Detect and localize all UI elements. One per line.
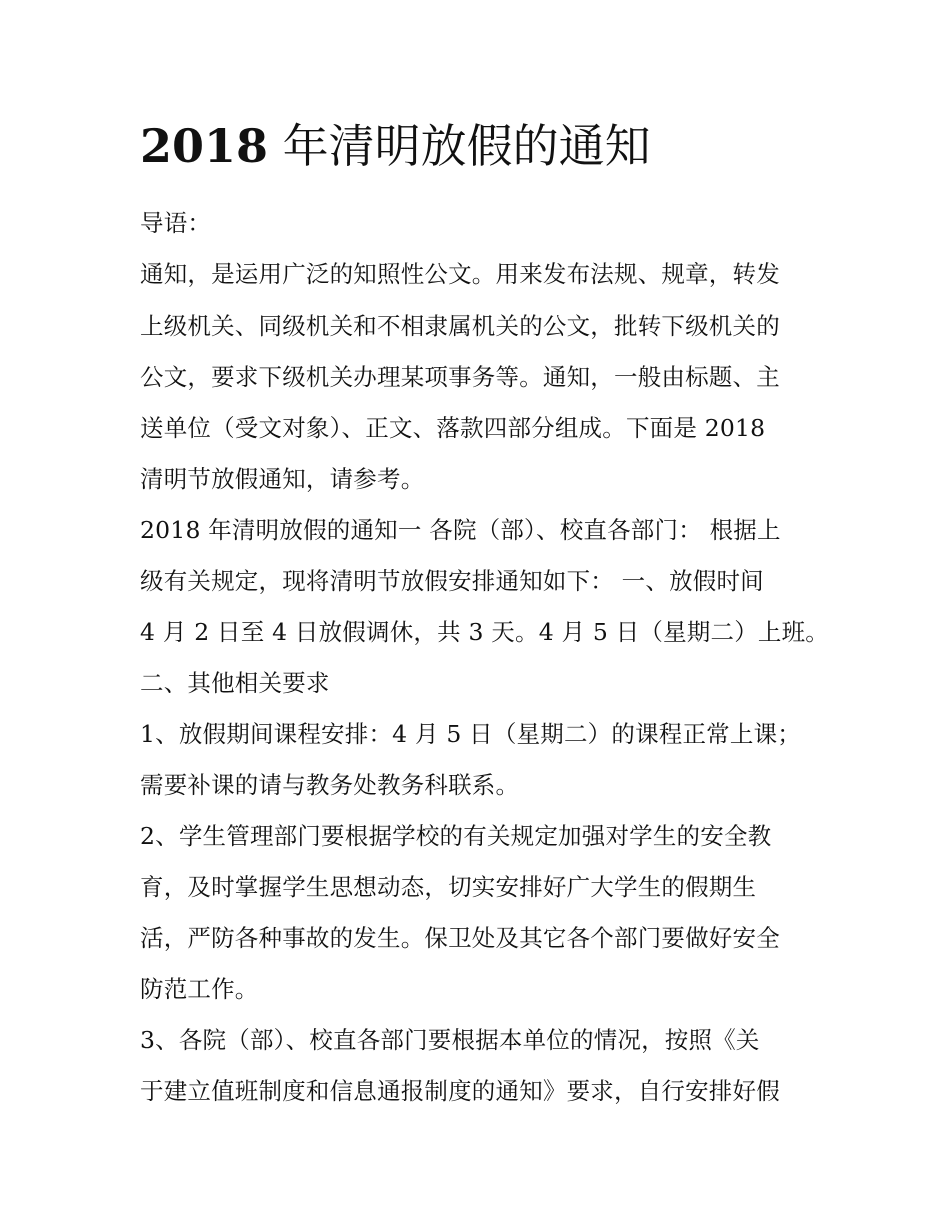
intro-label: 导语： [140,209,212,237]
paragraph-line: 需要补课的请与教务处教务科联系。 [140,771,520,799]
paragraph-line: 育，及时掌握学生思想动态，切实安排好广大学生的假期生 [140,873,757,901]
paragraph-line: 活，严防各种事故的发生。保卫处及其它各个部门要做好安全 [140,924,780,952]
section-heading: 二、其他相关要求 [140,669,330,697]
paragraph-line: 公文，要求下级机关办理某项事务等。通知，一般由标题、主 [140,363,780,391]
paragraph-line: 级有关规定，现将清明节放假安排通知如下： 一、放假时间 [140,567,764,595]
paragraph-line: 4 月 2 日至 4 日放假调休，共 3 天。4 月 5 日（星期二）上班。 [140,618,830,646]
paragraph-line: 防范工作。 [140,975,259,1003]
paragraph-line: 于建立值班制度和信息通报制度的通知》要求，自行安排好假 [140,1077,780,1105]
paragraph-line: 2、学生管理部门要根据学校的有关规定加强对学生的安全教 [140,822,772,850]
page-title [140,114,651,178]
paragraph-line: 上级机关、同级机关和不相隶属机关的公文，批转下级机关的 [140,312,780,340]
title-text: 年清明放假的通知 [268,119,651,173]
paragraph-line: 1、放假期间课程安排：4 月 5 日（星期二）的课程正常上课； [140,720,801,748]
paragraph-line: 清明节放假通知，请参考。 [140,465,425,493]
paragraph-line: 送单位（受文对象）、正文、落款四部分组成。下面是 2018 [140,414,766,442]
paragraph-line: 2018 年清明放假的通知一 各院（部）、校直各部门： 根据上 [140,516,781,544]
paragraph-line: 3、各院（部）、校直各部门要根据本单位的情况，按照《关 [140,1026,760,1054]
title-year: 2018 [140,119,269,173]
paragraph-line: 通知，是运用广泛的知照性公文。用来发布法规、规章，转发 [140,260,780,288]
